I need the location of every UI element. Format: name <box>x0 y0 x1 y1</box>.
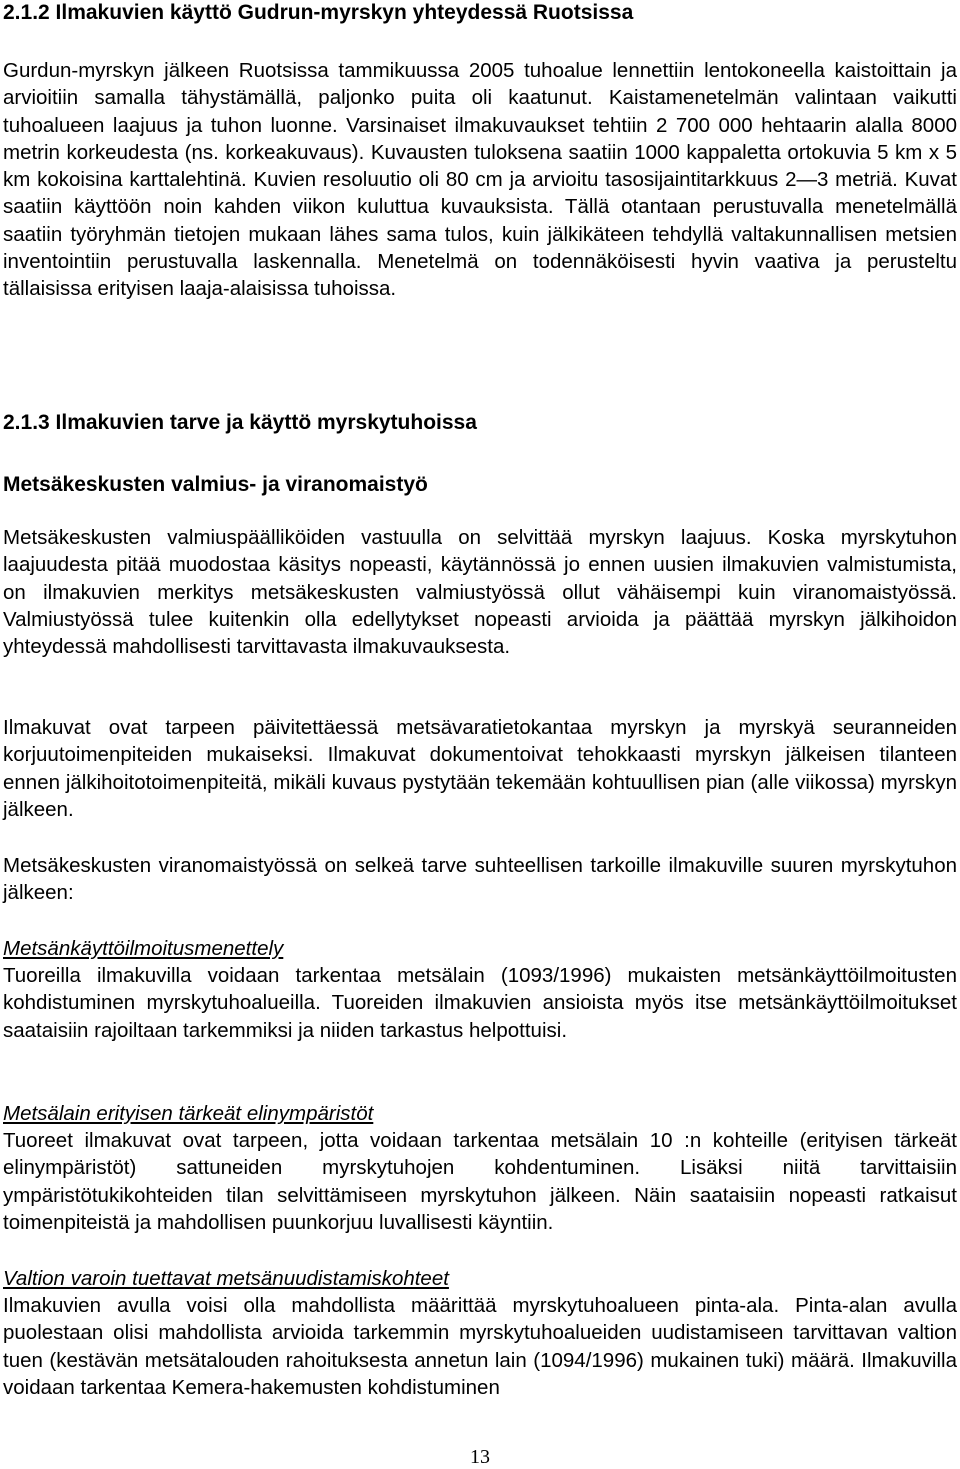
paragraph-authority-needs: Metsäkeskusten viranomaistyössä on selkeä tarve suhteellisen tarkoille ilmakuville suuren myrskytuhon jälkeen: <box>3 854 957 905</box>
paragraph-preparedness: Metsäkeskusten valmiuspäälliköiden vastuulla on selvittää myrskyn laajuus. Koska myrskytuhon laajuudesta pitää muodostaa käsitys nopeasti, käytännössä jo ennen uusien ilmakuvien valmistumista, on ilmakuvien merkitys metsäkeskusten valmiustyössä ollut vähäisempi kuin viranomaistyössä. Valmiustyössä tulee kuitenkin olla edellytykset nopeasti arvioida ja päättää myrskyn jälkihoidon yhteydessä mahdollisesti tarvittavasta ilmakuvauksesta. <box>3 526 957 659</box>
subheading-preparedness-work: Metsäkeskusten valmius- ja viranomaistyö <box>3 473 428 496</box>
paragraph-gudrun-sweden: Gurdun-myrskyn jälkeen Ruotsissa tammikuussa 2005 tuhoalue lennettiin lentokoneella kaistoittain ja arvioitiin samalla tähystämällä, paljonko puita oli kaatunut. Kaistamenetelmän valintaan vaikutti tuhoalueen laajuus ja tuhon luonne. Varsinaiset ilmakuvaukset tehtiin 2 700 000 hehtaarin alalla 8000 metrin korkeudesta (ns. korkeakuvaus). Kuvausten tuloksena saatiin 1000 kappaletta ortokuvia 5 km x 5 km kokoisina karttalehtinä. Kuvien resoluutio oli 80 cm ja arvioitu tasosijaintitarkkuus 2—3 metriä. Kuvat saatiin käyttöön noin kahden viikon kuluttua kuvauksista. Tällä otantaan perustuvalla menetelmällä saatiin työryhmän tietojen mukaan lähes sama tulos, kuin jälkikäteen tehdyllä valtakunnallisen metsien inventointiin perustuvalla laskennalla. Menetelmä on todennäköisesti hyvin vaativa ja perusteltu tällaisissa erityisen laaja-alaisissa tuhoissa. <box>3 59 957 301</box>
item-text-important-habitats: Tuoreet ilmakuvat ovat tarpeen, jotta voidaan tarkentaa metsälain 10 :n kohteille (erityisen tärkeät elinympäristöt) sattuneiden myrskytuhojen kohdentuminen. Lisäksi niitä tarvittaisiin ympäristötukikohteiden tilan selvittämiseen myrskytuhon jälkeen. Näin saataisiin nopeasti ratkaisut toimenpiteistä ja mahdollisen puunkorjuu luvallisesti käyntiin. <box>3 1129 957 1234</box>
section-heading-2-1-2: 2.1.2 Ilmakuvien käyttö Gudrun-myrskyn yhteydessä Ruotsissa <box>3 1 634 24</box>
section-heading-2-1-3: 2.1.3 Ilmakuvien tarve ja käyttö myrskytuhoissa <box>3 411 477 434</box>
item-text-forest-use-notification: Tuoreilla ilmakuvilla voidaan tarkentaa metsälain (1093/1996) mukaisten metsänkäyttöilmoitusten kohdistuminen myrskytuhoalueilla. Tuoreiden ilmakuvien ansioista myös itse metsänkäyttöilmoitukset saataisiin rajoiltaan tarkemmiksi ja niiden tarkastus helpottuisi. <box>3 964 957 1042</box>
paragraph-forest-database: Ilmakuvat ovat tarpeen päivitettäessä metsävaratietokantaa myrskyn ja myrskyä seuranneiden korjuutoimenpiteiden mukaiseksi. Ilmakuvat dokumentoivat tehokkaasti myrskyn jälkeisen tilanteen ennen jälkihoitotoimenpiteitä, mikäli kuvaus pystytään tekemään kohtuullisen pian (alle viikossa) myrskyn jälkeen. <box>3 716 957 821</box>
item-title-forest-use-notification: Metsänkäyttöilmoitusmenettely <box>3 937 284 960</box>
item-text-state-funded-regeneration: Ilmakuvien avulla voisi olla mahdollista määrittää myrskytuhoalueen pinta-ala. Pinta-alan avulla puolestaan olisi mahdollista arvioida tarkemmin myrskytuhoalueiden uudistamiseen tarvittavan valtion tuen (kestävän metsätalouden rahoituksesta annetun lain (1094/1996) mukainen tuki) määrä. Ilmakuvilla voidaan tarkentaa Kemera-hakemusten kohdistuminen <box>3 1294 957 1399</box>
item-title-important-habitats: Metsälain erityisen tärkeät elinympäristöt <box>3 1102 374 1125</box>
item-title-state-funded-regeneration: Valtion varoin tuettavat metsänuudistamiskohteet <box>3 1267 449 1290</box>
page-number: 13 <box>470 1446 490 1468</box>
